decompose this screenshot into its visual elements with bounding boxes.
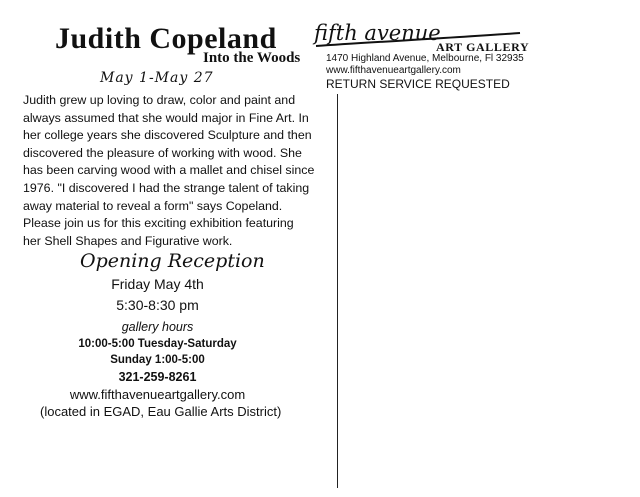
gallery-url[interactable]: www.fifthavenueartgallery.com [326, 65, 461, 76]
postcard-divider [337, 94, 338, 488]
bio-line: 1976. "I discovered I had the strange talent of taking [23, 180, 310, 195]
show-dates: May 1-May 27 [100, 70, 214, 86]
website-link[interactable]: www.fifthavenueartgallery.com [69, 387, 246, 402]
gallery-hours-weekday: 10:00-5:00 Tuesday-Saturday [78, 338, 237, 350]
phone-number: 321-259-8261 [118, 370, 197, 384]
return-service-notice: RETURN SERVICE REQUESTED [326, 77, 510, 91]
location-note: (located in EGAD, Eau Gallie Arts District) [40, 404, 282, 419]
gallery-hours-sunday: Sunday 1:00-5:00 [110, 354, 205, 366]
bio-line: discovered the pleasure of working with wood. She [23, 145, 302, 160]
gallery-name: ART GALLERY [436, 40, 530, 54]
bio-line: away material to reveal a form" says Copeland. [23, 198, 283, 213]
reception-date: Friday May 4th [111, 276, 204, 292]
bio-line: always assumed that she would major in Fine Art. In [23, 110, 309, 125]
opening-reception-heading: Opening Reception [80, 250, 265, 272]
gallery-hours-label: gallery hours [121, 320, 194, 334]
show-title: Into the Woods [203, 50, 301, 66]
gallery-address: 1470 Highland Avenue, Melbourne, Fl 32935 [326, 53, 524, 64]
bio-line: has been carving wood with a mallet and chisel since [23, 163, 315, 178]
artist-bio [23, 92, 335, 250]
bio-line: Please join us for this exciting exhibition featuring [23, 216, 294, 231]
gallery-logo-script: fifth avenue [314, 21, 441, 45]
bio-line: her Shell Shapes and Figurative work. [23, 233, 233, 248]
reception-time: 5:30-8:30 pm [116, 297, 199, 313]
bio-line: her college years she discovered Sculpture and then [23, 128, 312, 143]
bio-line: Judith grew up loving to draw, color and paint and [23, 93, 296, 107]
artist-name: Judith Copeland [55, 22, 277, 55]
